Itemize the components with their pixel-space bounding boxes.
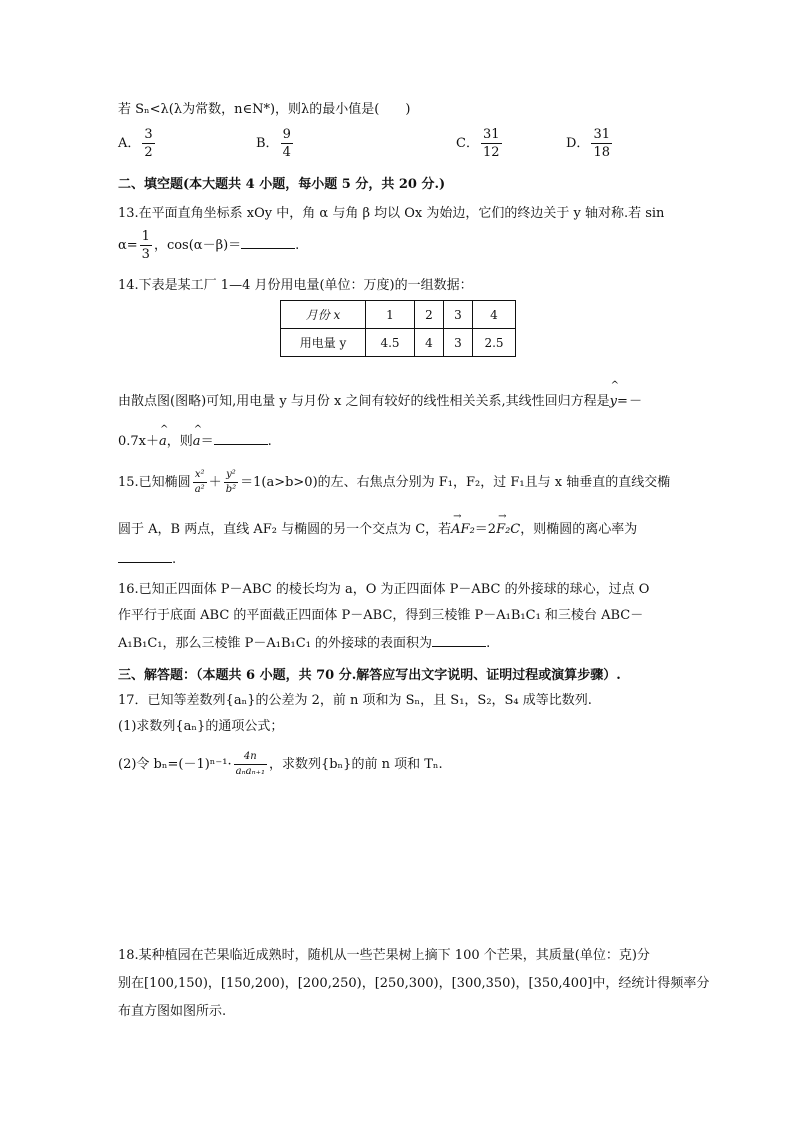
fraction-numerator: 3 [144,127,153,142]
table-row [281,301,516,329]
fraction-denominator: b² [225,484,237,495]
q14-a-hat-ask: ^ a [193,434,201,449]
q13-cos-expression: ，cos(α－β)＝ [153,238,242,253]
q16-period: . [486,636,491,651]
q14-a-hat: ^ a [159,434,167,449]
option-fraction [481,128,502,159]
q18-line2: 别在[100,150)，[150,200)，[200,250)，[250,300)，[300,350)，[350,400]中，经统计得频率分 [118,976,710,991]
q14-line1: 14.下表是某工厂 1—4 月份用电量(单位：万度)的一组数据： [118,278,473,293]
q15-fraction-x [193,470,207,495]
q18-line3: 布直方图如图所示. [118,1004,227,1019]
q15-vector-f2c: → F₂C [496,522,520,537]
q15-fraction-y [224,470,238,495]
q12-option-b [256,128,295,159]
q15-line2 [118,518,637,537]
fraction-numerator: y² [224,470,238,483]
option-fraction [281,128,293,159]
fraction-denominator: aₙaₙ₊₁ [235,766,265,777]
q17-fraction [234,752,267,777]
q16-line3 [118,632,490,651]
q13-line1: 13.在平面直角坐标系 xOy 中，角 α 与角 β 均以 Ox 为始边，它们的终边关于 y 轴对称.若 sin [118,206,665,221]
q16-answer-blank[interactable] [432,634,486,647]
table-cell-header: 月份 x [281,301,366,329]
q18-line1: 18.某种植园在芒果临近成熟时，随机从一些芒果树上摘下 100 个芒果，其质量(单位：克)分 [118,948,650,963]
q13-answer-blank[interactable] [241,236,295,249]
fraction-numerator: 31 [482,127,500,142]
fraction-numerator: 9 [282,127,291,142]
q17-bn-definition: (2)令 bₙ=(－1)ⁿ⁻¹· [118,757,232,772]
fraction-numerator: 31 [593,127,610,142]
q14-answer-blank[interactable] [214,432,268,445]
q17-part1: (1)求数列{aₙ}的通项公式； [118,719,284,734]
q13-alpha-eq: α= [118,238,138,253]
option-letter: C． [456,136,479,151]
q12-option-c [456,128,504,159]
table-cell: 4.5 [366,329,415,357]
q15-line2-rest: ，则椭圆的离心率为 [520,522,638,537]
q14-equals: ＝ [200,434,214,449]
q15-line1: 15.已知椭圆 $\frac{\text{x²}}{\text{a²}}$ ＋ $\frac{\text{y²}}{\text{b²}}$ ＝1(a>b>0)的左、右焦点分别为 F₁，F₂，过 F₁且与 x 轴垂直的直线交椭 [118,469,671,495]
table-cell: 3 [444,329,473,357]
q16-line2: 作平行于底面 ABC 的平面截正四面体 P－ABC，得到三棱锥 P－A₁B₁C₁ 和三棱台 ABC－ [118,608,644,623]
fraction-denominator: 12 [482,145,500,160]
fraction-denominator: 3 [141,247,150,262]
option-letter: B． [256,136,279,151]
q17-part2 [118,752,443,777]
option-fraction [591,128,612,159]
fraction-denominator: 18 [593,145,610,160]
fraction-numerator: 4n [234,752,267,765]
q14-data-table [280,300,516,357]
table-cell: 1 [366,301,415,329]
q14-regression-y: ^ y=－ [610,390,641,409]
q14-line3: 0.7x＋^ a，则^ a＝ . [118,430,272,449]
option-letter: D． [566,136,590,151]
table-row [281,329,516,357]
section2-heading: 二、填空题(本大题共 4 小题，每小题 5 分，共 20 分.) [118,177,446,192]
q16-line1: 16.已知正四面体 P－ABC 的棱长均为 a，O 为正四面体 P－ABC 的外接球的球心，过点 O [118,582,650,597]
q16-line3-text: A₁B₁C₁，那么三棱锥 P－A₁B₁C₁ 的外接球的表面积为 [118,636,433,651]
fraction-numerator: 1 [141,229,150,244]
table-cell-header: 用电量 y [281,329,366,357]
q14-regression-rest: 0.7x＋ [118,434,160,449]
q15-line2-text: 圆于 A，B 两点，直线 AF₂ 与椭圆的另一个交点为 C，若 [118,522,452,537]
table-cell: 2.5 [473,329,516,357]
option-letter: A． [118,136,141,151]
q12-option-d [566,128,614,159]
q12-option-a [118,128,157,159]
q15-line3 [118,550,176,567]
section3-heading: 三、解答题：（本题共 6 小题，共 70 分.解答应写出文字说明、证明过程或演算步骤）. [118,668,621,683]
q14-line2-text: 由散点图(图略)可知,用电量 y 与月份 x 之间有较好的线性相关关系,其线性回归方程是 [118,394,610,409]
fraction-denominator: a² [194,484,205,495]
fraction-denominator: 4 [282,145,291,160]
fraction-numerator: x² [193,470,207,483]
q15-vector-af2: → AF₂ [451,522,475,537]
q13-fraction [140,230,152,261]
q15-answer-blank[interactable] [118,550,172,563]
q15-line1-rest: ＝1(a>b>0)的左、右焦点分别为 F₁，F₂，过 F₁且与 x 轴垂直的直线交椭 [240,475,671,490]
q15-period: . [172,552,177,567]
q14-line2 [118,390,641,409]
q17-line1: 17．已知等差数列{aₙ}的公差为 2，前 n 项和为 Sₙ，且 S₁，S₂，S₄ 成等比数列. [118,693,592,708]
table-cell: 4 [415,329,444,357]
option-fraction [142,128,154,159]
table-cell: 2 [415,301,444,329]
q15-equals-two: ＝2 [474,522,497,537]
q12-condition-line: 若 Sₙ<λ(λ为常数，n∈N*)，则λ的最小值是( ) [118,102,411,117]
q14-then: ，则 [166,434,193,449]
fraction-denominator: 2 [144,145,153,160]
table-cell: 4 [473,301,516,329]
q13-line2: α= $\frac{1}{3}$ ，cos(α－β)＝ . [118,229,300,262]
q17-part2-rest: ，求数列{bₙ}的前 n 项和 Tₙ. [268,757,443,772]
table-cell: 3 [444,301,473,329]
q15-intro: 15.已知椭圆 [118,475,191,490]
